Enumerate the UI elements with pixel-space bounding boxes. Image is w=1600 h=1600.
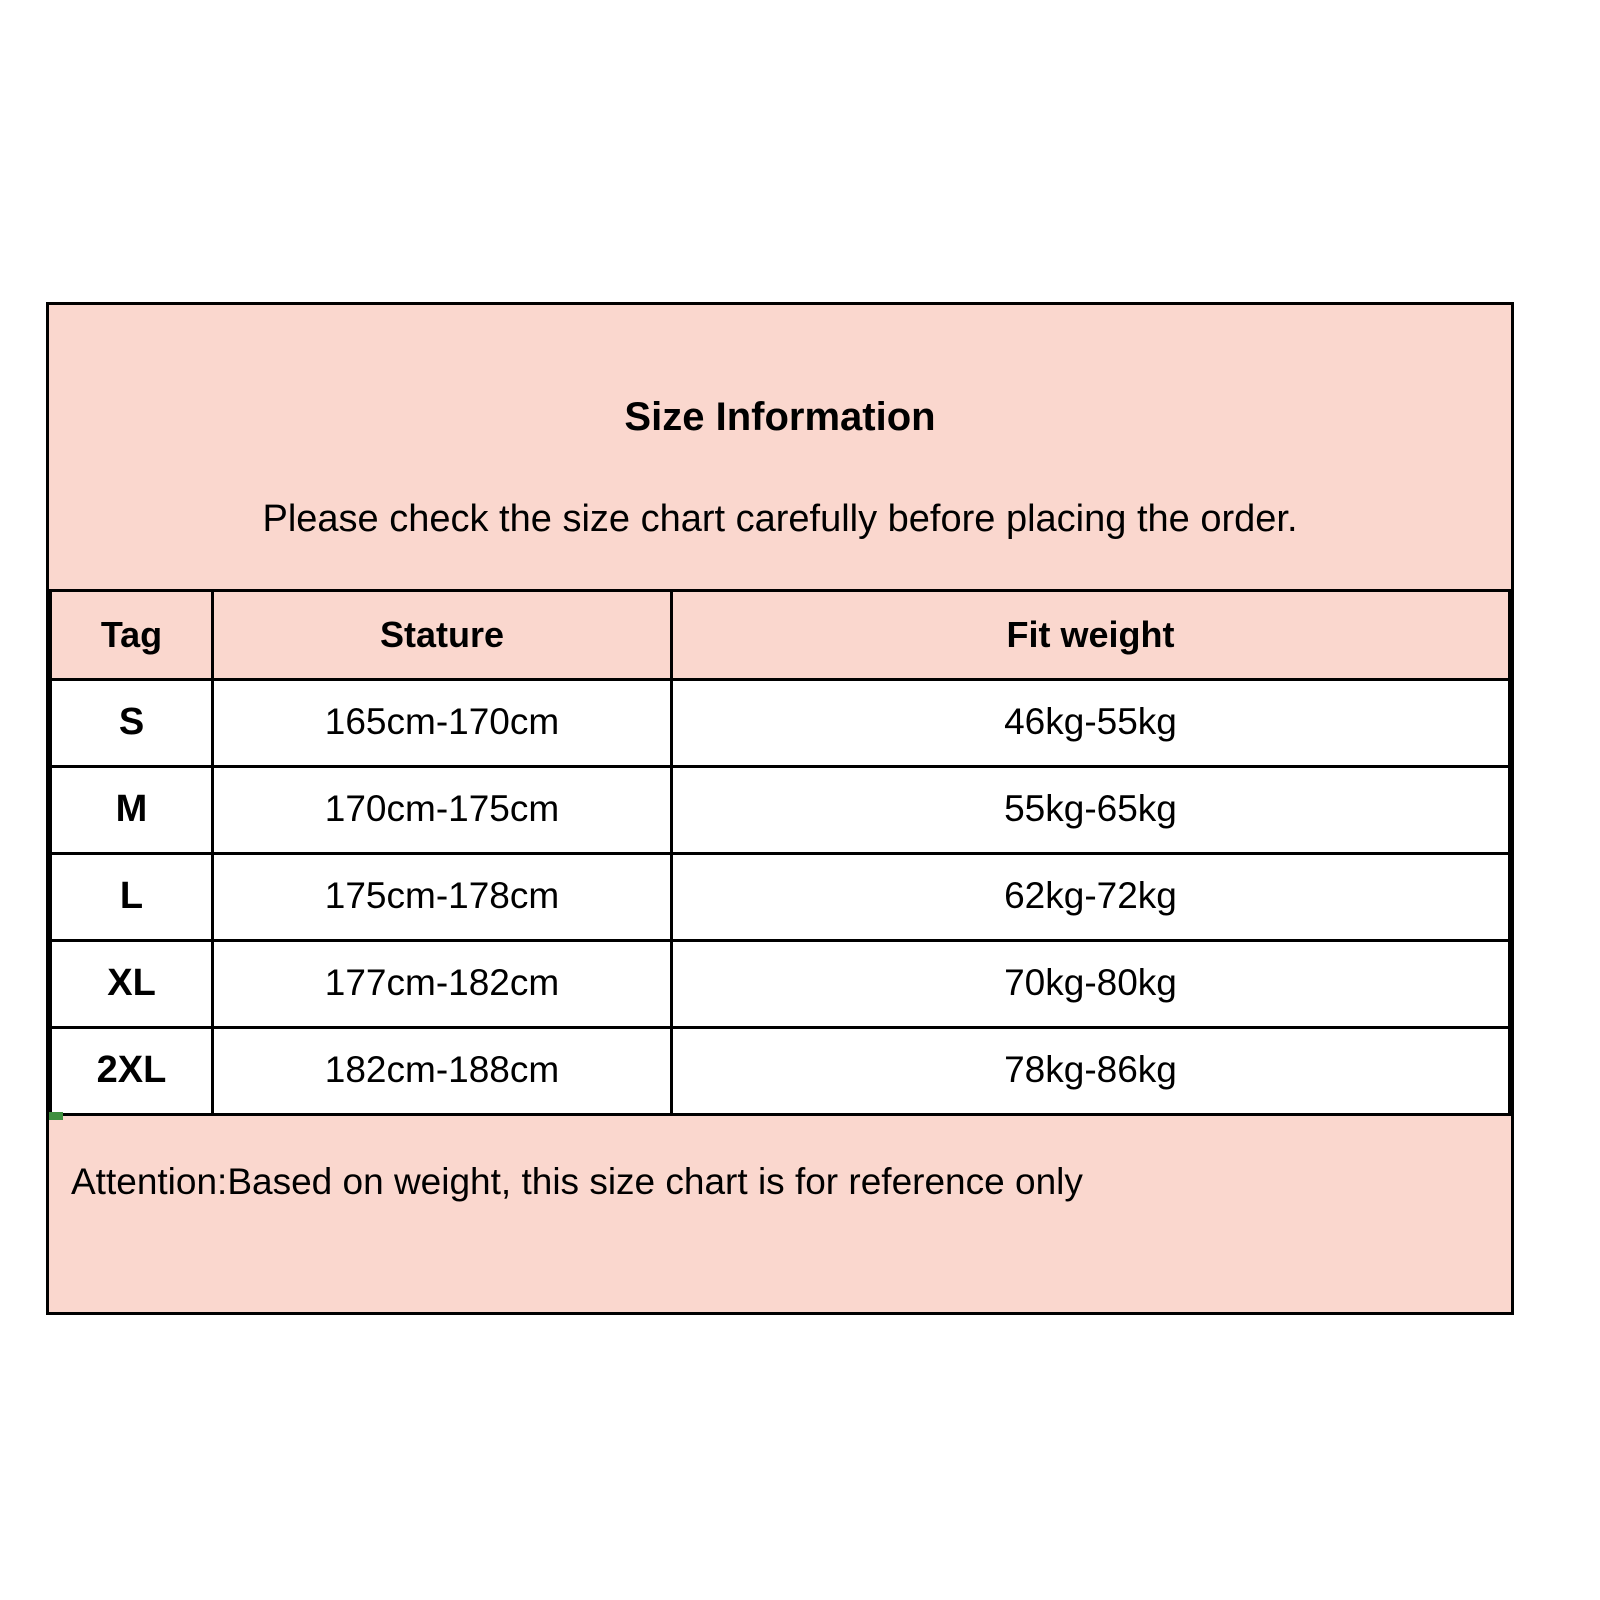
size-information-card [46, 302, 1514, 1315]
cell-fit-weight: 46kg-55kg [672, 679, 1510, 766]
table-header-row [51, 590, 1510, 679]
cell-fit-weight: 62kg-72kg [672, 853, 1510, 940]
cell-fit-weight: 78kg-86kg [672, 1027, 1510, 1114]
size-chart-table [49, 589, 1511, 1116]
cell-tag: 2XL [51, 1027, 213, 1114]
column-header-stature: Stature [213, 590, 672, 679]
table-row [51, 940, 1510, 1027]
column-header-fit-weight: Fit weight [672, 590, 1510, 679]
table-header [51, 590, 1510, 679]
attention-note [49, 1116, 1511, 1313]
table-body [51, 679, 1510, 1114]
cell-fit-weight: 55kg-65kg [672, 766, 1510, 853]
cell-tag: S [51, 679, 213, 766]
cell-tag: XL [51, 940, 213, 1027]
cell-fit-weight: 70kg-80kg [672, 940, 1510, 1027]
cell-stature: 182cm-188cm [213, 1027, 672, 1114]
card-subtitle: Please check the size chart carefully before placing the order. [262, 498, 1298, 540]
table-row [51, 853, 1510, 940]
card-header [49, 305, 1511, 589]
cell-stature: 177cm-182cm [213, 940, 672, 1027]
page-title: Size Information [624, 395, 936, 439]
table-row [51, 1027, 1510, 1114]
cell-stature: 165cm-170cm [213, 679, 672, 766]
green-speck-artifact [49, 1112, 63, 1120]
cell-tag: L [51, 853, 213, 940]
table-row [51, 766, 1510, 853]
cell-stature: 175cm-178cm [213, 853, 672, 940]
attention-note-text: Attention:Based on weight, this size chart is for reference only [71, 1160, 1083, 1202]
cell-stature: 170cm-175cm [213, 766, 672, 853]
column-header-tag: Tag [51, 590, 213, 679]
cell-tag: M [51, 766, 213, 853]
table-row [51, 679, 1510, 766]
